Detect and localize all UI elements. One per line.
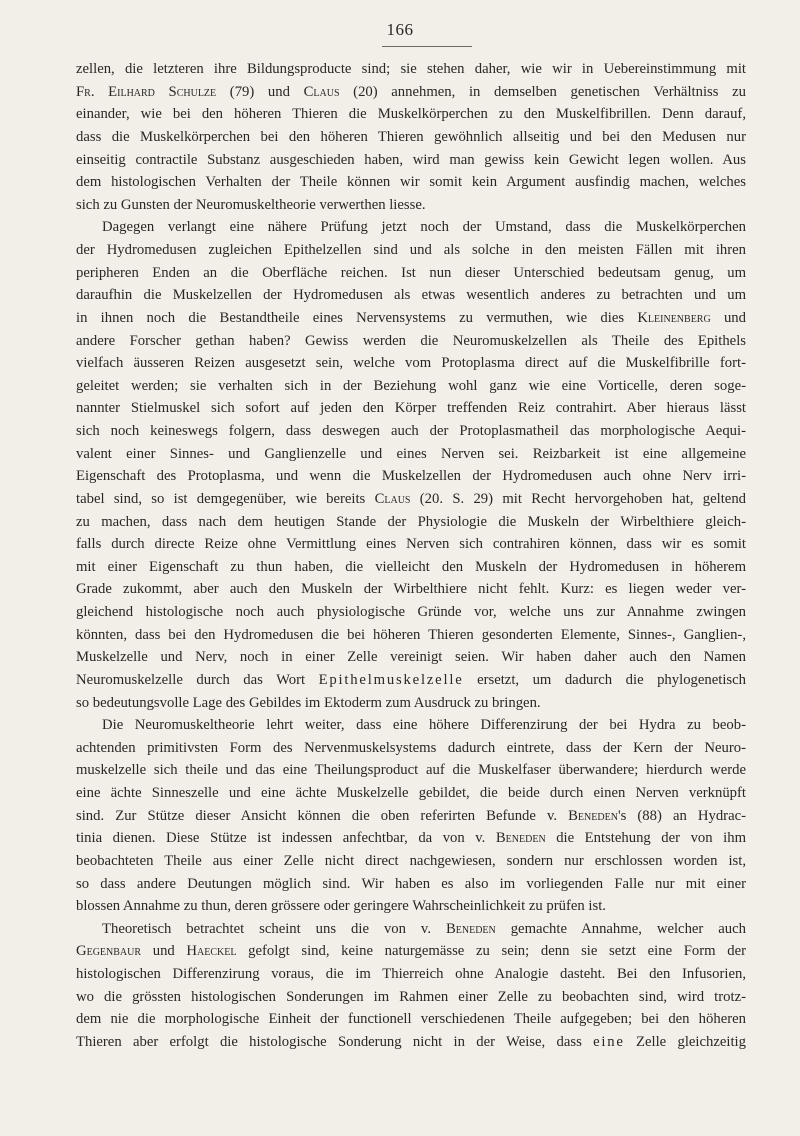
text-line: Fr. Eilhard Schulze (79) und Claus (20) annehmen, in demselben genetischen Verhältniss zu	[76, 83, 746, 100]
text-line: achtenden primitivsten Form des Nervenmuskelsystems dadurch eintrete, dass der Kern der Neuro-	[76, 739, 746, 756]
text-line: Grade zukommt, aber auch den Muskeln der Wirbelthiere nicht fehlt. Kurz: es liegen weder ver-	[76, 581, 746, 598]
text-line: zu machen, dass nach dem heutigen Stande der Physiologie die Muskeln der Wirbelthiere gleich-	[76, 513, 746, 530]
text-line: falls durch directe Reize ohne Vermittlung eines Nerven sich contrahiren können, dass wir es somit	[76, 536, 746, 553]
text-line: wo die grössten histologischen Sonderungen im Rahmen einer Zelle zu beobachten sind, wird trotz-	[76, 988, 746, 1005]
text-line: so bedeutungsvolle Lage des Gebildes im Ektoderm zum Ausdruck zu bringen.	[76, 694, 541, 711]
text-line: tabel sind, so ist demgegenüber, wie bereits Claus (20. S. 29) mit Recht hervorgehoben hat, geltend	[76, 490, 746, 507]
text-line: sind. Zur Stütze dieser Ansicht können die oben referirten Befunde v. Beneden's (88) an Hydrac-	[76, 807, 746, 824]
text-line: Eigenschaft des Protoplasma, und wenn die Muskelzellen der Hydromedusen auch ohne Nerv irri-	[76, 468, 746, 485]
text-line: Gegenbaur und Haeckel gefolgt sind, keine naturgemässe zu sein; denn sie setzt eine Form der	[76, 943, 746, 960]
text-line: muskelzelle sich theile und das eine Theilungsproduct auf die Muskelfaser überwandere; hierdurch werde	[76, 762, 746, 779]
text-line: mit einer Eigenschaft zu thun haben, die vielleicht den Muskeln der Hydromedusen in höherem	[76, 558, 746, 575]
text-line: tinia dienen. Diese Stütze ist indessen anfechtbar, da von v. Beneden die Entstehung der von ihm	[76, 830, 746, 847]
text-line: Muskelzelle und Nerv, noch in einer Zelle vereinigt seien. Wir haben daher auch den Namen	[76, 649, 746, 666]
text-line: beobachteten Theile aus einer Zelle nicht direct nachgewiesen, sondern nur erschlossen worden ist,	[76, 852, 746, 869]
text-line: dem histologischen Verhalten der Theile können wir somit kein Argument ausfindig machen, welches	[76, 174, 746, 191]
text-line: der Hydromedusen zugleichen Epithelzellen sind und als solche in den meisten Fällen mit ihren	[76, 242, 746, 258]
text-line: Dagegen verlangt eine nähere Prüfung jetzt noch der Umstand, dass die Muskelkörperchen	[102, 219, 746, 236]
text-line: Die Neuromuskeltheorie lehrt weiter, dass eine höhere Differenzirung der bei Hydra zu beob-	[102, 717, 746, 734]
text-line: vielfach äusseren Reizen ausgesetzt sein, welche vom Protoplasma direct auf die Muskelfibrille fort-	[76, 355, 746, 372]
text-line: dass die Muskelkörperchen bei den höheren Thieren gewöhnlich allseitig und bei den Medusen nur	[76, 128, 746, 145]
text-line: Neuromuskelzelle durch das Wort Epithelmuskelzelle ersetzt, um dadurch die phylogenetisch	[76, 671, 746, 688]
text-line: blossen Annahme zu thun, deren grössere oder geringere Wahrscheinlichkeit zu prüfen ist.	[76, 898, 606, 915]
text-line: histologischen Differenzirung voraus, die im Thierreich ohne Analogie dasteht. Bei den Infusorien,	[76, 966, 746, 982]
text-line: könnten, dass bei den Hydromedusen die bei höheren Thieren gesonderten Elemente, Sinnes-, Ganglien-,	[76, 626, 746, 643]
text-line: valent einer Sinnes- und Ganglienzelle und eines Nerven sei. Reizbarkeit ist eine allgemeine	[76, 445, 746, 462]
page-number: 166	[386, 20, 414, 39]
text-line: nannter Stielmuskel sich sofort auf jeden den Körper treffenden Reiz contrahirt. Aber hieraus lässt	[76, 400, 746, 417]
text-line: gleichend histologische noch auch physiologische Gründe vor, welche uns zur Annahme zwingen	[76, 604, 746, 620]
text-line: eine ächte Sinneszelle und eine ächte Muskelzelle gebildet, die beide durch einen Nerven verknüpft	[76, 785, 746, 801]
text-line: geleitet werden; sie verhalten sich in der Beziehung wohl ganz wie eine Vorticelle, deren soge-	[76, 377, 746, 394]
text-line: daraufhin die Muskelzellen der Hydromedusen als etwas wesentlich anderes zu betrachten und um	[76, 287, 746, 304]
body-text	[76, 58, 746, 1054]
text-line: andere Forscher gethan haben? Gewiss werden die Neuromuskelzellen als Theile des Epithels	[76, 332, 746, 349]
text-line: Thieren aber erfolgt die histologische Sonderung nicht in der Weise, dass eine Zelle gleichzeitig	[76, 1033, 746, 1050]
text-line: Theoretisch betrachtet scheint uns die von v. Beneden gemachte Annahme, welcher auch	[102, 920, 746, 937]
text-line: so dass andere Deutungen möglich sind. Wir haben es also im vorliegenden Falle nur mit einer	[76, 875, 746, 892]
text-line: in ihnen noch die Bestandtheile eines Nervensystems zu vermuthen, wie dies Kleinenberg und	[76, 309, 746, 326]
text-line: zellen, die letzteren ihre Bildungsproducte sind; sie stehen daher, wie wir in Uebereinstimmung mit	[76, 61, 746, 77]
text-line: sich zu Gunsten der Neuromuskeltheorie verwerthen liesse.	[76, 196, 426, 213]
text-line: peripheren Enden an die Oberfläche reichen. Ist nun dieser Unterschied bedeutsam genug, um	[76, 264, 746, 281]
text-line: einander, wie bei den höheren Thieren die Muskelkörperchen zu den Muskelfibrillen. Denn darauf,	[76, 106, 746, 123]
text-line: einseitig contractile Substanz ausgeschieden haben, wird man gewiss kein Gewicht legen wollen. Aus	[76, 151, 746, 168]
text-line: dem nie die morphologische Einheit der functionell verschiedenen Theile aufgegeben; bei den höheren	[76, 1011, 746, 1028]
text-line: sich noch keineswegs folgern, dass deswegen auch der Protoplasmatheil das morphologische Aequi-	[76, 423, 746, 439]
page-number-rule	[382, 46, 472, 47]
